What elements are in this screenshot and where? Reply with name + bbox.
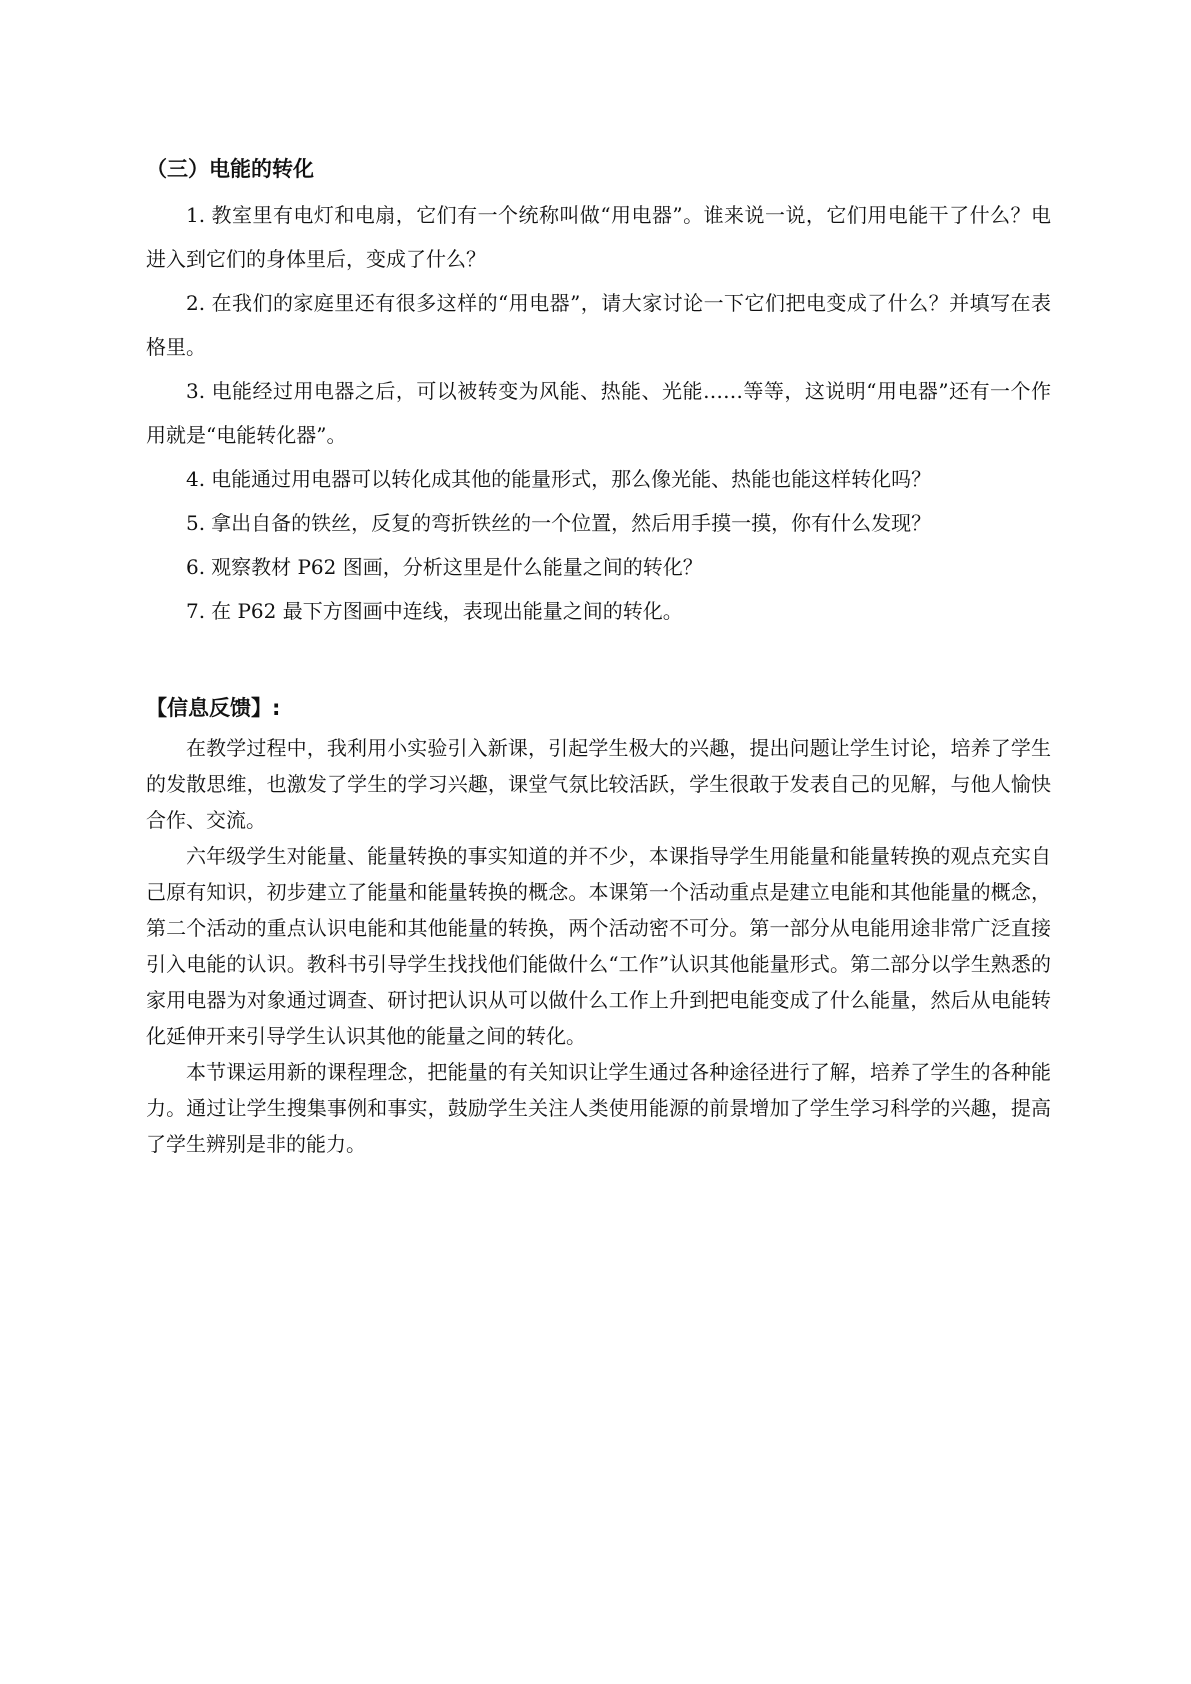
list-item — [146, 457, 1051, 501]
item-text: 在 P62 最下方图画中连线，表现出能量之间的转化。 — [211, 599, 683, 623]
item-text: 在我们的家庭里还有很多这样的“用电器”，请大家讨论一下它们把电变成了什么？并填写在表格里。 — [146, 291, 1051, 359]
list-item — [146, 589, 1051, 633]
item-number: 6. — [186, 555, 206, 579]
item-number: 3. — [186, 379, 206, 403]
list-item — [146, 501, 1051, 545]
item-text: 电能经过用电器之后，可以被转变为风能、热能、光能……等等，这说明“用电器”还有一个作用就是“电能转化器”。 — [146, 379, 1051, 447]
item-number: 4. — [186, 467, 206, 491]
item-number: 1. — [186, 203, 206, 227]
section-energy-conversion — [146, 155, 1051, 633]
item-number: 7. — [186, 599, 206, 623]
item-number: 5. — [186, 511, 206, 535]
list-item — [146, 369, 1051, 457]
item-number: 2. — [186, 291, 206, 315]
paragraph: 本节课运用新的课程理念，把能量的有关知识让学生通过各种途径进行了解，培养了学生的各种能力。通过让学生搜集事例和事实，鼓励学生关注人类使用能源的前景增加了学生学习科学的兴趣，提高了学生辨别是非的能力。 — [146, 1060, 1051, 1156]
item-text: 拿出自备的铁丝，反复的弯折铁丝的一个位置，然后用手摸一摸，你有什么发现？ — [211, 511, 932, 535]
list-item — [146, 281, 1051, 369]
step-list — [146, 193, 1051, 633]
item-text: 观察教材 P62 图画，分析这里是什么能量之间的转化？ — [211, 555, 703, 579]
item-text: 电能通过用电器可以转化成其他的能量形式，那么像光能、热能也能这样转化吗？ — [211, 467, 932, 491]
list-item — [146, 545, 1051, 589]
section-heading: 【信息反馈】: — [146, 696, 281, 720]
list-item — [146, 193, 1051, 281]
section-heading: （三）电能的转化 — [146, 157, 314, 181]
paragraph: 六年级学生对能量、能量转换的事实知道的并不少，本课指导学生用能量和能量转换的观点充实自己原有知识，初步建立了能量和能量转换的概念。本课第一个活动重点是建立电能和其他能量的概念，第二个活动的重点认识电能和其他能量的转换，两个活动密不可分。第一部分从电能用途非常广泛直接引入电能的认识。教科书引导学生找找他们能做什么“工作”认识其他能量形式。第二部分以学生熟悉的家用电器为对象通过调查、研讨把认识从可以做什么工作上升到把电能变成了什么能量，然后从电能转化延伸开来引导学生认识其他的能量之间的转化。 — [146, 844, 1051, 1048]
item-text: 教室里有电灯和电扇，它们有一个统称叫做“用电器”。谁来说一说，它们用电能干了什么？电进入到它们的身体里后，变成了什么？ — [146, 203, 1051, 271]
paragraph: 在教学过程中，我利用小实验引入新课，引起学生极大的兴趣，提出问题让学生讨论，培养了学生的发散思维，也激发了学生的学习兴趣，课堂气氛比较活跃，学生很敢于发表自己的见解，与他人愉快合作、交流。 — [146, 736, 1051, 832]
section-feedback — [146, 694, 1051, 1162]
